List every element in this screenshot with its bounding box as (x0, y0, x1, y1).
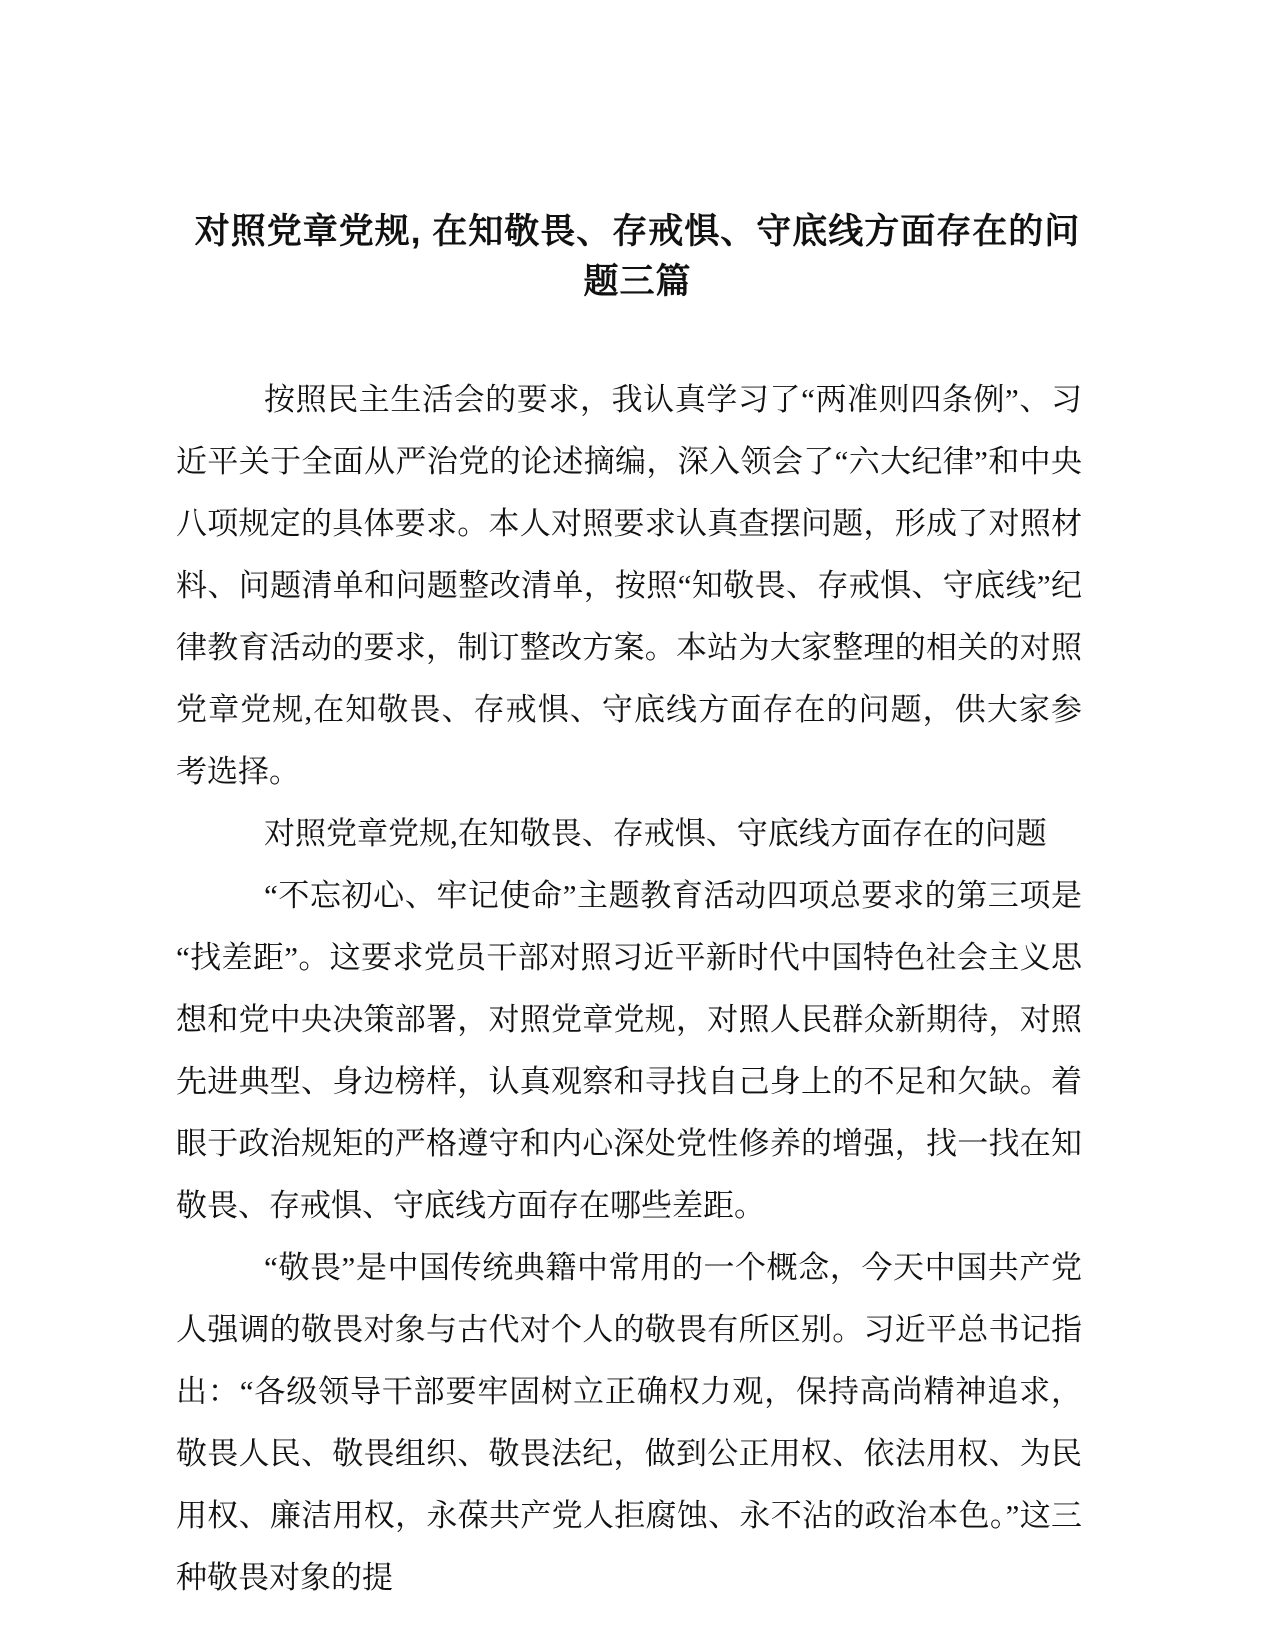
paragraph-subtitle: 对照党章党规,在知敬畏、存戒惧、守底线方面存在的问题 (264, 816, 1047, 851)
paragraph-intro: 按照民主生活会的要求，我认真学习了“两准则四条例”、习近平关于全面从严治党的论述摘编，深入领会了“六大纪律”和中央八项规定的具体要求。本人对照要求认真查摆问题，形成了对照材料、问题清单和问题整改清单，按照“知敬畏、存戒惧、守底线”纪律教育活动的要求，制订整改方案。本站为大家整理的相关的对照党章党规,在知敬畏、存戒惧、守底线方面存在的问题，供大家参考选择。 (176, 382, 1082, 789)
paragraph-find-gaps: “不忘初心、牢记使命”主题教育活动四项总要求的第三项是“找差距”。这要求党员干部对照习近平新时代中国特色社会主义思想和党中央决策部署，对照党章党规，对照人民群众新期待，对照先进典型、身边榜样，认真观察和寻找自己身上的不足和欠缺。着眼于政治规矩的严格遵守和内心深处党性修养的增强，找一找在知敬畏、存戒惧、守底线方面存在哪些差距。 (176, 878, 1082, 1223)
paragraph-jingwei: “敬畏”是中国传统典籍中常用的一个概念，今天中国共产党人强调的敬畏对象与古代对个人的敬畏有所区别。习近平总书记指出：“各级领导干部要牢固树立正确权力观，保持高尚精神追求，敬畏人民、敬畏组织、敬畏法纪，做到公正用权、依法用权、为民用权、廉洁用权，永葆共产党人拒腐蚀、永不沾的政治本色。”这三种敬畏对象的提 (176, 1250, 1082, 1595)
document-title: 对照党章党规, 在知敬畏、存戒惧、守底线方面存在的问题三篇 (194, 212, 1081, 301)
document-body (176, 369, 1082, 1609)
